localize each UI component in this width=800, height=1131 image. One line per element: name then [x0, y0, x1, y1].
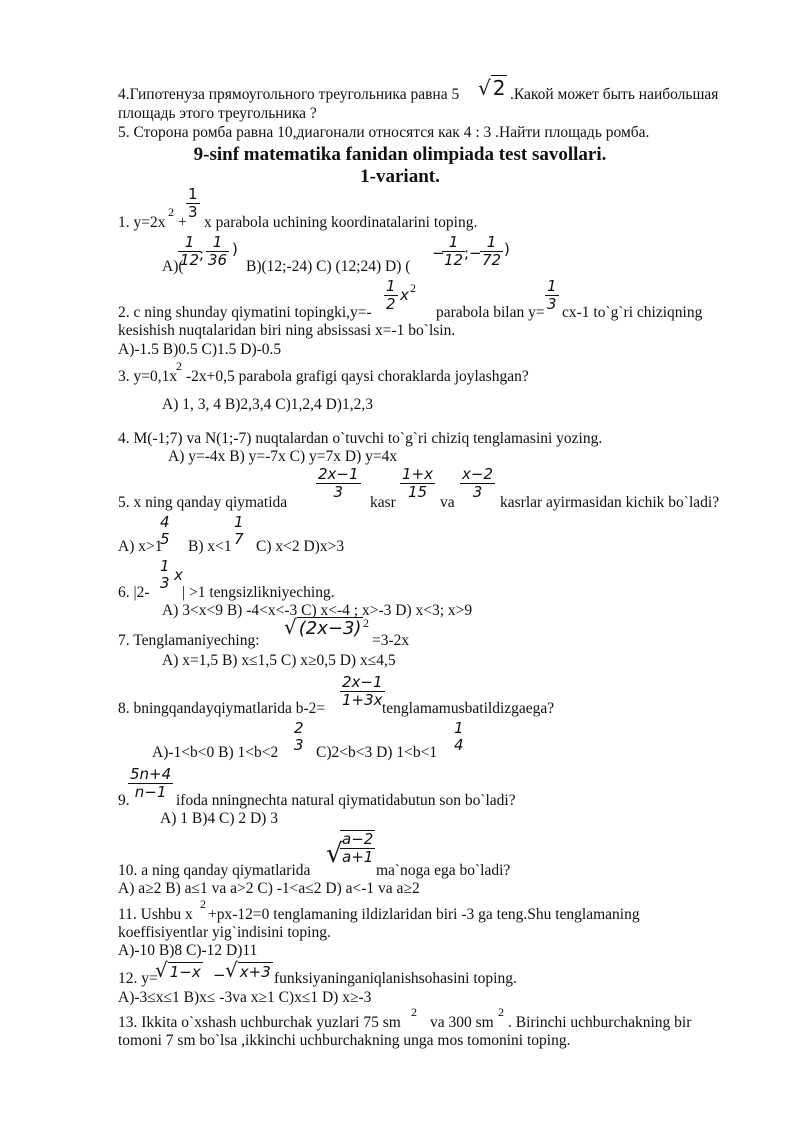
q1-d-f1-num: 1 [448, 233, 459, 251]
q8-d-den: 4 [454, 736, 464, 754]
q2-stem-a: 2. c ning shunday qiymatini topingki,y=- [118, 304, 372, 321]
q7-stem-b: =3-2x [372, 632, 410, 649]
q10-answers: A) a≥2 B) a≤1 va a>2 C) -1<a≤2 D) a<-1 va a≥2 [118, 880, 420, 897]
q9-f-num: 5n+4 [130, 765, 172, 783]
variant-title: 1-variant. [360, 166, 440, 187]
ru-problem-5: 5. Сторона ромба равна 10,диагонали относятся как 4 : 3 .Найти площадь ромба. [118, 124, 650, 141]
q9-f-den: n−1 [128, 783, 173, 801]
q1-d-frac1 [442, 234, 465, 269]
q1-a-f1-den: 12 [180, 251, 200, 269]
q1-d-f2-num: 1 [486, 233, 497, 251]
q2-stem-c: cx-1 to`g`ri chiziqning [562, 304, 703, 321]
q8-d-frac [452, 720, 466, 754]
q9-stem-a: 9. [118, 792, 130, 809]
q13-sup-1: 2 [411, 1005, 417, 1019]
q5-rest: C) x<2 D)x>3 [256, 538, 345, 555]
q4-answers: A) y=-4x B) y=-7x C) y=7x D) y=4x [168, 448, 398, 465]
ru-problem-4-line1-tail [510, 86, 718, 104]
sqrt-two-radicand: 2 [492, 76, 506, 100]
q5-a-den: 5 [160, 530, 170, 548]
q10-f-den: a+1 [342, 848, 374, 866]
q12-answers: A)-3≤x≤1 B)x≤ -3va x≥1 C)x≤1 D) x≥-3 [118, 989, 372, 1006]
q6-x: x [174, 566, 183, 584]
q1-d-frac2 [480, 234, 503, 269]
q1-fraction [186, 186, 200, 221]
q8-stem-b: tenglamamusbatildizgaega? [382, 700, 555, 717]
q1-a-frac2 [206, 234, 229, 269]
q10-stem-b: ma`noga ega bo`ladi? [376, 862, 511, 879]
q7-sup: 2 [363, 616, 369, 630]
q2-line2: kesishish nuqtalaridan biri ning absissasi x=-1 bo`lsin. [118, 322, 456, 339]
q2-f2-den: 3 [547, 295, 557, 313]
q9-stem-b: ifoda nningnechta natural qiymatidabutun son bo`ladi? [176, 792, 516, 809]
q2-frac-den: 2 [386, 295, 396, 313]
q1-stem-c: x parabola uchining koordinatalarini toping. [204, 214, 478, 231]
q1-a-f1-num: 1 [184, 233, 195, 251]
q1-frac-den: 3 [188, 203, 198, 221]
q11-stem-a: 11. Ushbu x [118, 906, 193, 923]
q13-line2: tomoni 7 sm bo`lsa ,ikkinchi uchburchakning unga mos tomonini toping. [118, 1032, 571, 1049]
q5-f2-den: 15 [400, 483, 435, 501]
ru-problem-4-line2: площадь этого треугольника ? [118, 105, 317, 122]
q2-x: x [400, 286, 409, 304]
q5-a-label: A) x>1 [118, 538, 163, 555]
q5-fraction-1 [316, 466, 361, 501]
q10-stem-a: 10. a ning qanday qiymatlarida [118, 862, 311, 879]
q9-answers: A) 1 B)4 C) 2 D) 3 [160, 810, 278, 827]
q1-d-close: ) [504, 240, 510, 258]
q5-f2-num: 1+x [402, 465, 433, 483]
q1-stem-a: 1. y=2x [118, 214, 166, 231]
q5-b-den: 7 [234, 530, 244, 548]
q6-stem-a: 6. |2- [118, 584, 150, 601]
q5-b-num: 1 [234, 513, 244, 531]
q13-sup-2: 2 [498, 1005, 504, 1019]
q2-fraction [384, 278, 398, 313]
sqrt-two: √ 2 [478, 76, 506, 100]
q13-stem-c: . Birinchi uchburchakning bir [508, 1014, 692, 1031]
q9-fraction [128, 766, 173, 801]
q6-f-num: 1 [160, 557, 170, 575]
q3-answers: A) 1, 3, 4 B)2,3,4 C)1,2,4 D)1,2,3 [162, 396, 373, 413]
q4-stem: 4. M(-1;7) va N(1;-7) nuqtalardan o`tuvchi to`g`ri chiziq tenglamasini yozing. [118, 430, 603, 447]
q7-stem-a: 7. Tenglamaniyeching: [118, 632, 260, 649]
q1-a-f2-den: 36 [208, 251, 228, 269]
q2-stem-b: parabola bilan y= [436, 304, 545, 321]
q2-fraction-2 [545, 278, 559, 313]
q8-stem-a: 8. bningqandayqiymatlarida b-2= [118, 700, 326, 717]
q5-stem-c: va [440, 494, 455, 511]
q5-f1-den: 3 [316, 483, 361, 501]
q8-fraction [340, 674, 385, 709]
q5-b-label: B) x<1 [188, 538, 232, 555]
q1-a-f2-num: 1 [212, 233, 223, 251]
q5-fraction-3 [460, 466, 495, 501]
q2-answers: A)-1.5 B)0.5 C)1.5 D)-0.5 [118, 341, 282, 358]
q10-f-num: a−2 [342, 830, 374, 848]
q1-d-f1-den: 12 [444, 251, 464, 269]
q12-sqrt-1: √ 1−x [155, 958, 201, 982]
q1-bcd: B)(12;-24) C) (12;24) D) ( [246, 258, 411, 275]
q7-radicand: (2x−3) [298, 618, 362, 639]
q11-line2: koeffisiyentlar yig`indisini toping. [118, 924, 331, 941]
q1-plus: + [178, 214, 187, 231]
q12-stem-b: funksiyaninganiqlanishsohasini toping. [274, 970, 517, 987]
q7-sqrt: √ (2x−3) [284, 615, 362, 639]
q8-answers-a: A)-1<b<0 B) 1<b<2 [152, 744, 279, 761]
q5-stem-a: 5. x ning qanday qiymatida [118, 494, 288, 511]
q8-b-den: 3 [294, 736, 304, 754]
q1-a-sep: ; [199, 245, 205, 263]
q5-f3-num: x−2 [462, 465, 493, 483]
q8-b-num: 2 [294, 719, 304, 737]
q8-f-den: 1+3x [342, 691, 383, 709]
q1-frac-num: 1 [188, 185, 198, 203]
q8-answers-b: C)2<b<3 D) 1<b<1 [316, 744, 438, 761]
q5-a-num: 4 [160, 513, 170, 531]
q3-stem-b: -2x+0,5 parabola grafigi qaysi choraklarda joylashgan? [186, 368, 529, 385]
q5-f3-den: 3 [460, 483, 495, 501]
q6-stem-b: | >1 tengsizlikniyeching. [182, 584, 335, 601]
q12-stem-a: 12. y= [118, 970, 158, 987]
q5-f1-num: 2x−1 [318, 465, 359, 483]
q11-answers: A)-10 B)8 C)-12 D)11 [118, 942, 258, 959]
q13-stem-a: 13. Ikkita o`xshash uchburchak yuzlari 75 sm [118, 1014, 401, 1031]
q1-a-label: A)( [162, 258, 184, 275]
q1-d-minus: − [432, 244, 445, 262]
q12-sqrt-2: √ x+3 [225, 958, 271, 982]
q5-a-frac [158, 514, 172, 548]
q6-answers: A) 3<x<9 B) -4<x<-3 C) x<-4 ; x>-3 D) x<3; x>9 [162, 602, 473, 619]
q1-a-frac1 [178, 234, 201, 269]
q8-d-num: 1 [454, 719, 464, 737]
page-title: 9-sinf matematika fanidan olimpiada test savollari. [193, 144, 607, 165]
q2-frac-num: 1 [386, 277, 396, 295]
q3-stem-a: 3. y=0,1x [118, 368, 178, 385]
q8-f-num: 2x−1 [342, 673, 383, 691]
document-page: 4.Гипотенуза прямоугольного треугольника равна 5 √ 2 .Какой может быть наибольшая площадь этого треугольника ? 5. Сторона ромба равна 10,диагонали относятся как 4 : 3 .Найти площадь ромба. 9-sinf matematika fanidan olimpiada test savollari. 1-variant. $\frac{1}{3}$ 1. y=2x 2 + x parabola uchining koordinatalarini toping. A)( $\frac{1}{12}$ ; $\frac{1}{36}$ ) B)(12;-24) C) (12;24) D) ( − $\frac{1}{12}$ ;− $\frac{1}{72}$ ) $\frac{1}{2}$ x 2 2. c ning shunday qiymatini topingki,y=- parabola bilan y= $\frac{1}{3}$ cx-1 to`g`ri chiziqning kesishish nuqtalaridan biri ning absissasi x=-1 bo`lsin. A)-1.5 B)0.5 C)1.5 D)-0.5 3. y=0,1x 2 -2x+0,5 parabola grafigi qaysi choraklarda joylashgan? A) 1, 3, 4 B)2,3,4 C)1,2,4 D)1,2,3 4. M(-1;7) va N(1;-7) nuqtalardan o`tuvchi to`g`ri chiziq tenglamasini yozing. A) y=-4x B) y=-7x C) y=7x D) y=4x 5. x ning qanday qiymatida $\frac{2x-1}{3}$ kasr $\frac{1+x}{15}$ va $\frac{x-2}{3}$ kasrlar ayirmasidan kichik bo`ladi? A) x>1 4 5 B) x<1 1 7 C) x<2 D)x>3 1 3 x 6. |2- | >1 tengsizlikniyeching. A) 3<x<9 B) -4<x<-3 C) x<-4 ; x>-3 D) x<3; x>9 7. Tenglamaniyeching: √ (2x−3) 2 =3-2x A) x=1,5 B) x≤1,5 C) x≥0,5 D) x≤4,5 8. bningqandayqiymatlarida b-2= $\frac{2x-1}{1+3x}$ tenglamamusbatildizgaega? A)-1<b<0 B) 1<b<2 2 3 C)2<b<3 D) 1<b<1 1 4 $\frac{5n+4}{n-1}$ 9. ifoda nningnechta natural qiymatidabutun son bo`ladi? A) 1 B)4 C) 2 D) 3 10. a ning qanday qiymatlarida √ $\frac{a-2}{a+1}$ ma`noga ega bo`ladi? A) a≥2 B) a≤1 va a>2 C) -1<a≤2 D) a<-1 va a≥2 11. Ushbu x 2 +px-12=0 tenglamaning ildizlaridan biri -3 ga teng.Shu tenglamaning koeffisiyentlar yig`indisini toping. A)-10 B)8 C)-12 D)11 12. y= √ 1−x − √ x+3 funksiyaninganiqlanishsohasini toping. A)-3≤x≤1 B)x≤ -3va x≥1 C)x≤1 D) x≥-3 13. Ikkita o`xshash uchburchak yuzlari 75 sm 2 va 300 sm 2 . Birinchi uchburchakning bir tomoni 7 sm bo`lsa ,ikkinchi uchburchakning unga mos tomonini toping. [0, 0, 800, 1131]
q6-f-den: 3 [160, 574, 170, 592]
q8-b-frac [292, 720, 306, 754]
q1-a-close: ) [232, 240, 238, 258]
q5-fraction-2 [400, 466, 435, 501]
q2-x-sup: 2 [410, 281, 416, 295]
q5-stem-d: kasrlar ayirmasidan kichik bo`ladi? [500, 494, 720, 511]
q12-radicand-2: x+3 [239, 963, 271, 981]
q1-d-f2-den: 72 [482, 251, 502, 269]
q11-sup: 2 [200, 897, 206, 911]
q11-stem-b: +px-12=0 tenglamaning ildizlaridan biri -3 ga teng.Shu tenglamaning [208, 906, 640, 923]
q1-sup: 2 [168, 205, 174, 219]
q10-fraction [340, 830, 375, 866]
ru-problem-4-text: 4.Гипотенуза прямоугольного треугольника равна 5 [118, 86, 460, 103]
q12-radicand-1: 1−x [169, 963, 201, 981]
q5-b-frac [232, 514, 246, 548]
q12-minus: − [213, 966, 226, 984]
q3-sup: 2 [176, 359, 182, 373]
ru-problem-4-tail: .Какой может быть наибольшая [510, 86, 719, 103]
q5-stem-b: kasr [370, 494, 396, 511]
ru-problem-4-line1 [118, 86, 459, 104]
q1-d-sep: ;− [464, 244, 482, 262]
q7-answers: A) x=1,5 B) x≤1,5 C) x≥0,5 D) x≤4,5 [162, 652, 396, 669]
q6-fraction [158, 558, 172, 592]
q2-f2-num: 1 [547, 277, 557, 295]
q13-stem-b: va 300 sm [430, 1014, 494, 1031]
